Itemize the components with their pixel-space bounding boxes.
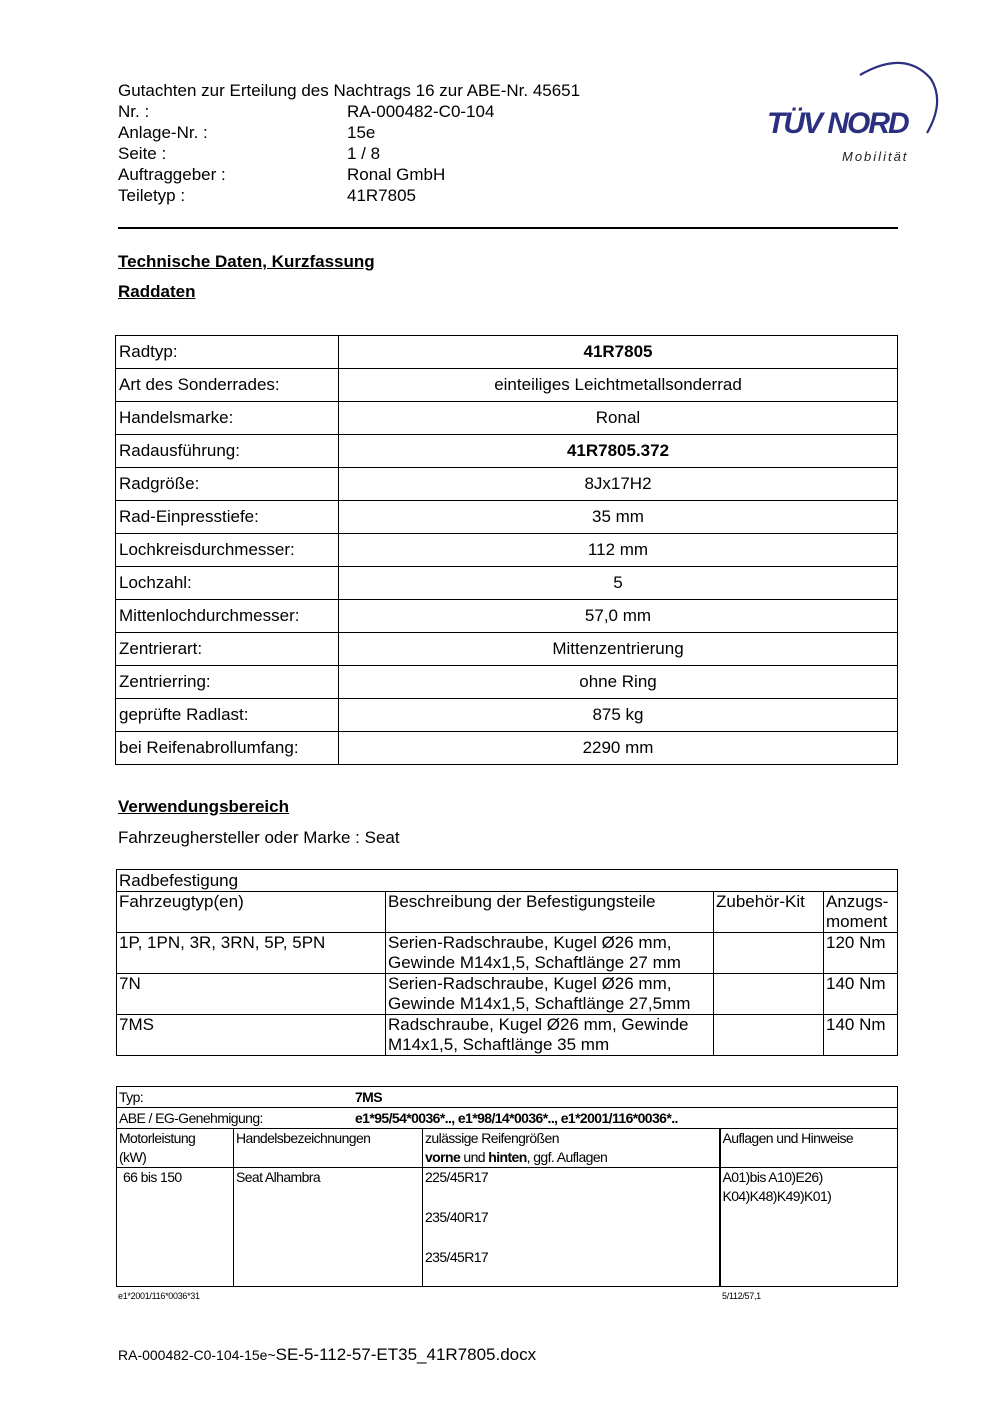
column-header-tyres <box>423 1129 720 1168</box>
desc-line: M14x1,5, Schaftlänge 35 mm <box>388 1035 610 1054</box>
table-row <box>116 369 898 402</box>
tyre-size: 225/45R17 <box>425 1169 489 1185</box>
table-row <box>116 501 898 534</box>
notes <box>720 1168 898 1287</box>
table-row <box>116 732 898 765</box>
wheel-value: 2290 mm <box>339 732 898 765</box>
tyre-sizes <box>423 1168 720 1287</box>
desc-line: Gewinde M14x1,5, Schaftlänge 27 mm <box>388 953 681 972</box>
wheel-label: Radtyp: <box>116 336 339 369</box>
header-key: Seite : <box>118 144 167 163</box>
header-value: 41R7805 <box>347 186 417 205</box>
vehicle-types: 7MS <box>117 1015 386 1056</box>
wheel-label: Radausführung: <box>116 435 339 468</box>
torque-header-line: Anzugs- <box>826 892 889 911</box>
torque-header-line: moment <box>826 912 888 931</box>
header-value: 1 / 8 <box>347 144 381 163</box>
header-line: zulässige Reifengrößen <box>425 1130 559 1146</box>
wheel-value: 5 <box>339 567 898 600</box>
column-header-power <box>117 1129 234 1168</box>
wheel-value: 35 mm <box>339 501 898 534</box>
table-row <box>116 534 898 567</box>
wheel-value: 8Jx17H2 <box>339 468 898 501</box>
table-row <box>116 666 898 699</box>
desc-line: Serien-Radschraube, Kugel Ø26 mm, <box>388 933 672 952</box>
header-divider <box>118 227 898 229</box>
header-line: Motorleistung <box>119 1130 196 1146</box>
table-footnote-right: 5/112/57,1 <box>722 1291 761 1301</box>
section-wheel-heading: Raddaten <box>118 282 196 301</box>
desc-line: Radschraube, Kugel Ø26 mm, Gewinde <box>388 1015 689 1034</box>
fastening-description <box>386 974 714 1015</box>
wheel-label: bei Reifenabrollumfang: <box>116 732 339 765</box>
type-label: Typ: <box>119 1089 144 1105</box>
torque-value: 140 Nm <box>824 1015 898 1056</box>
wheel-value: Ronal <box>339 402 898 435</box>
tuv-nord-logo <box>765 57 945 172</box>
report-title: Gutachten zur Erteilung des Nachtrags 16 zur ABE-Nr. 45651 <box>118 81 581 100</box>
header-value: Ronal GmbH <box>347 165 446 184</box>
fastening-title: Radbefestigung <box>117 870 898 892</box>
notes-line: K04)K48)K49)K01) <box>722 1188 832 1204</box>
table-row <box>116 435 898 468</box>
wheel-label: Lochkreisdurchmesser: <box>116 534 339 567</box>
torque-value: 120 Nm <box>824 933 898 974</box>
rear-label: hinten <box>488 1149 527 1165</box>
torque-value: 140 Nm <box>824 974 898 1015</box>
wheel-value: 57,0 mm <box>339 600 898 633</box>
header-line: (kW) <box>119 1149 147 1165</box>
wheel-label: geprüfte Radlast: <box>116 699 339 732</box>
header-value: RA-000482-C0-104 <box>347 102 495 121</box>
wheel-label: Radgröße: <box>116 468 339 501</box>
wheel-value: 875 kg <box>339 699 898 732</box>
front-label: vorne <box>425 1149 461 1165</box>
approval-cell <box>117 1108 898 1129</box>
wheel-value: 41R7805.372 <box>339 435 898 468</box>
table-row <box>116 699 898 732</box>
wheel-value: Mittenzentrierung <box>339 633 898 666</box>
table-row <box>116 336 898 369</box>
header-line <box>425 1148 719 1167</box>
desc-line: Serien-Radschraube, Kugel Ø26 mm, <box>388 974 672 993</box>
wheel-label: Zentrierring: <box>116 666 339 699</box>
column-header-names: Handelsbezeichnungen <box>234 1129 423 1168</box>
approval-value: e1*95/54*0036*.., e1*98/14*0036*.., e1*2001/116*0036*.. <box>355 1110 678 1126</box>
accessory-kit <box>714 933 824 974</box>
and-label: und <box>460 1149 489 1165</box>
vehicle-types: 7N <box>117 974 386 1015</box>
table-row <box>117 1168 898 1287</box>
tyre-size: 235/45R17 <box>425 1249 489 1265</box>
wheel-value: einteiliges Leichtmetallsonderrad <box>339 369 898 402</box>
header-key: Anlage-Nr. : <box>118 123 208 142</box>
table-row <box>116 402 898 435</box>
wheel-value: ohne Ring <box>339 666 898 699</box>
footer-filename: SE-5-112-57-ET35_41R7805.docx <box>275 1345 537 1364</box>
manufacturer-line: Fahrzeughersteller oder Marke : Seat <box>118 828 400 847</box>
type-cell <box>117 1087 898 1108</box>
fastening-table <box>116 869 898 1056</box>
table-row <box>116 600 898 633</box>
logo-subtitle: Mobilität <box>842 149 909 164</box>
table-row <box>117 1015 898 1056</box>
wheel-data-table <box>115 335 898 765</box>
wheel-label: Zentrierart: <box>116 633 339 666</box>
conditions-label: , ggf. Auflagen <box>526 1149 608 1165</box>
header-key: Nr. : <box>118 102 150 121</box>
wheel-label: Lochzahl: <box>116 567 339 600</box>
vehicle-table <box>116 1086 898 1287</box>
approval-label: ABE / EG-Genehmigung: <box>119 1110 263 1126</box>
wheel-value: 112 mm <box>339 534 898 567</box>
table-footnote-left: e1*2001/116*0036*31 <box>118 1291 200 1301</box>
fastening-description <box>386 1015 714 1056</box>
notes-line: A01)bis A10)E26) <box>722 1169 823 1185</box>
footer-ref: RA-000482-C0-104-15e~ <box>118 1347 276 1363</box>
table-row <box>117 870 898 892</box>
vehicle-types: 1P, 1PN, 3R, 3RN, 5P, 5PN <box>117 933 386 974</box>
column-header-notes: Auflagen und Hinweise <box>720 1129 898 1168</box>
type-value: 7MS <box>355 1089 382 1105</box>
header-value: 15e <box>347 123 376 142</box>
header-key: Auftraggeber : <box>118 165 226 184</box>
desc-line: Gewinde M14x1,5, Schaftlänge 27,5mm <box>388 994 691 1013</box>
column-header: Zubehör-Kit <box>714 892 824 933</box>
column-header: Beschreibung der Befestigungsteile <box>386 892 714 933</box>
wheel-label: Handelsmarke: <box>116 402 339 435</box>
power-range: 66 bis 150 <box>117 1168 234 1287</box>
wheel-label: Rad-Einpresstiefe: <box>116 501 339 534</box>
table-row <box>117 1108 898 1129</box>
table-header-row <box>117 892 898 933</box>
table-row <box>117 974 898 1015</box>
table-row <box>117 933 898 974</box>
header-key: Teiletyp : <box>118 186 186 205</box>
document-footer <box>118 1345 536 1365</box>
column-header-torque <box>824 892 898 933</box>
trade-name: Seat Alhambra <box>234 1168 423 1287</box>
tyre-size: 235/40R17 <box>425 1209 489 1225</box>
section-tech-heading: Technische Daten, Kurzfassung <box>118 252 375 271</box>
accessory-kit <box>714 1015 824 1056</box>
wheel-label: Mittenlochdurchmesser: <box>116 600 339 633</box>
section-usage-heading: Verwendungsbereich <box>118 797 289 816</box>
table-row <box>116 468 898 501</box>
accessory-kit <box>714 974 824 1015</box>
table-row <box>117 1087 898 1108</box>
wheel-value: 41R7805 <box>339 336 898 369</box>
table-row <box>116 633 898 666</box>
column-header: Fahrzeugtyp(en) <box>117 892 386 933</box>
wheel-label: Art des Sonderrades: <box>116 369 339 402</box>
table-row <box>116 567 898 600</box>
table-header-row <box>117 1129 898 1168</box>
logo-name: TÜV NORD <box>767 107 908 140</box>
fastening-description <box>386 933 714 974</box>
